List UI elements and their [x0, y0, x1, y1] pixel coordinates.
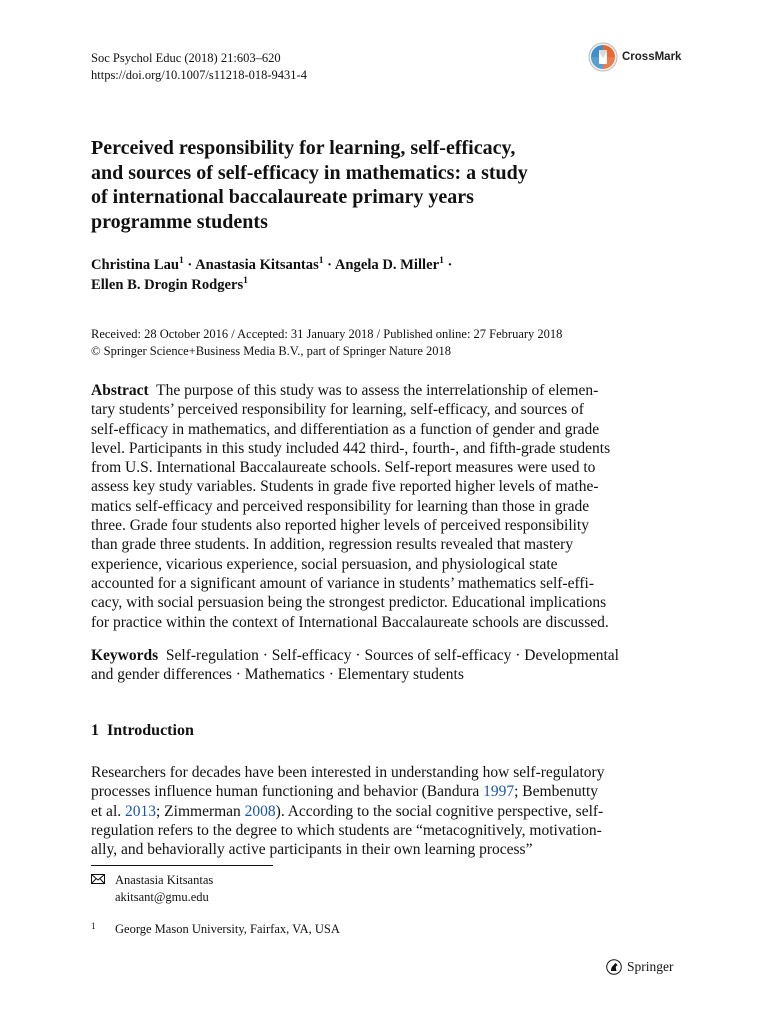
- journal-citation: Soc Psychol Educ (2018) 21:603–620: [91, 51, 281, 65]
- contact-name: Anastasia Kitsantas: [115, 873, 214, 887]
- abstract-line: self-efficacy in mathematics, and differentiation as a function of gender and grade: [91, 420, 600, 438]
- abstract-line: experience, vicarious experience, social persuasion, and physiological state: [91, 555, 558, 573]
- section-number: 1: [91, 722, 99, 739]
- author-list: Christina Lau$^1$ · Anastasia Kitsantas$^1$ · Angela D. Miller$^1$ · Ellen B. Drogin Rodgers$^1$: [91, 256, 453, 293]
- corresponding-author: [91, 872, 213, 906]
- abstract-line: level. Participants in this study included 442 third-, fourth-, and fifth-grade students: [91, 439, 611, 457]
- abstract-line: than grade three students. In addition, regression results revealed that mastery: [91, 536, 574, 554]
- publisher-name: Springer: [627, 959, 674, 974]
- abstract-line: three. Grade four students also reported higher levels of perceived responsibility: [91, 517, 589, 535]
- author-name[interactable]: Christina Lau: [91, 257, 179, 273]
- author-name[interactable]: Angela D. Miller: [334, 257, 440, 273]
- body-line: ally, and behaviorally active participants in their own learning process”: [91, 841, 533, 859]
- abstract-line: assess key study variables. Students in grade five reported higher levels of mathe-: [91, 478, 599, 496]
- history-dates: Received: 28 October 2016 / Accepted: 31 January 2018 / Published online: 27 February 2018: [91, 327, 563, 341]
- abstract-line: accounted for a significant amount of variance in students’ mathematics self-effi-: [91, 574, 594, 592]
- body-line: Researchers for decades have been interested in understanding how self-regulatory: [91, 764, 605, 781]
- keywords-line: Self-regulation · Self-efficacy · Sources of self-efficacy · Developmental: [165, 647, 619, 664]
- crossmark-badge[interactable]: [588, 42, 681, 72]
- title-line: programme students: [91, 210, 268, 233]
- springer-horse-icon: [606, 959, 622, 975]
- affiliation-footnote: [91, 918, 340, 938]
- keywords-label: Keywords: [91, 647, 159, 664]
- body-line: processes influence human functioning and behavior (Bandura 1997; Bembenutty: [91, 783, 599, 801]
- copyright-line: © Springer Science+Business Media B.V., part of Springer Nature 2018: [91, 344, 452, 358]
- envelope-icon: [91, 872, 115, 889]
- introduction-text: [91, 763, 679, 859]
- abstract-line: from U.S. International Baccalaureate schools. Self-report measures were used to: [91, 459, 596, 477]
- affiliation-text: George Mason University, Fairfax, VA, USA: [115, 922, 340, 936]
- crossmark-label: CrossMark: [622, 51, 682, 63]
- section-heading: [91, 722, 194, 740]
- abstract-line: cacy, with social persuasion being the strongest predictor. Educational implications: [91, 594, 607, 612]
- publication-dates: [91, 326, 691, 360]
- body-line: et al. 2013; Zimmerman 2008). According to the social cognitive perspective, self-: [91, 802, 604, 820]
- author-affiliation-mark: 1: [243, 276, 248, 286]
- body-line: regulation refers to the degree to which students are “metacognitively, motivation-: [91, 821, 602, 839]
- abstract-line: matics self-efficacy and perceived responsibility for learning than those in grade: [91, 497, 590, 515]
- title-line: and sources of self-efficacy in mathematics: a study: [91, 161, 528, 184]
- affiliation-number: 1: [91, 921, 96, 931]
- author-name[interactable]: Anastasia Kitsantas: [195, 257, 319, 273]
- article-title: [91, 136, 651, 234]
- doi-link[interactable]: https://doi.org/10.1007/s11218-018-9431-4: [91, 68, 307, 82]
- title-line: Perceived responsibility for learning, self-efficacy,: [91, 137, 516, 159]
- keywords: [91, 646, 711, 685]
- citation-link[interactable]: 2008: [244, 802, 276, 820]
- author-name[interactable]: Ellen B. Drogin Rodgers: [91, 277, 244, 293]
- citation-link[interactable]: 1997: [483, 783, 515, 801]
- abstract-line: for practice within the context of International Baccalaureate schools are discussed.: [91, 613, 609, 631]
- crossmark-icon: [588, 42, 618, 72]
- section-title: Introduction: [107, 722, 194, 739]
- author-affiliation-mark: 1: [318, 256, 324, 266]
- keywords-line: and gender differences · Mathematics · Elementary students: [91, 666, 464, 684]
- citation-link[interactable]: 2013: [125, 802, 156, 820]
- abstract-label: Abstract: [91, 382, 149, 399]
- contact-email[interactable]: akitsant@gmu.edu: [115, 890, 209, 904]
- author-affiliation-mark: 1: [439, 256, 444, 266]
- abstract: [91, 381, 679, 632]
- footnote-divider: [91, 865, 273, 866]
- publisher-logo: [606, 959, 674, 975]
- title-line: of international baccalaureate primary years: [91, 186, 474, 208]
- abstract-line: tary students’ perceived responsibility for learning, self-efficacy, and sources of: [91, 401, 584, 419]
- abstract-line: Abstract The purpose of this study was to assess the interrelationship of elemen-: [91, 382, 599, 399]
- author-affiliation-mark: 1: [179, 256, 184, 266]
- journal-header: [91, 50, 307, 84]
